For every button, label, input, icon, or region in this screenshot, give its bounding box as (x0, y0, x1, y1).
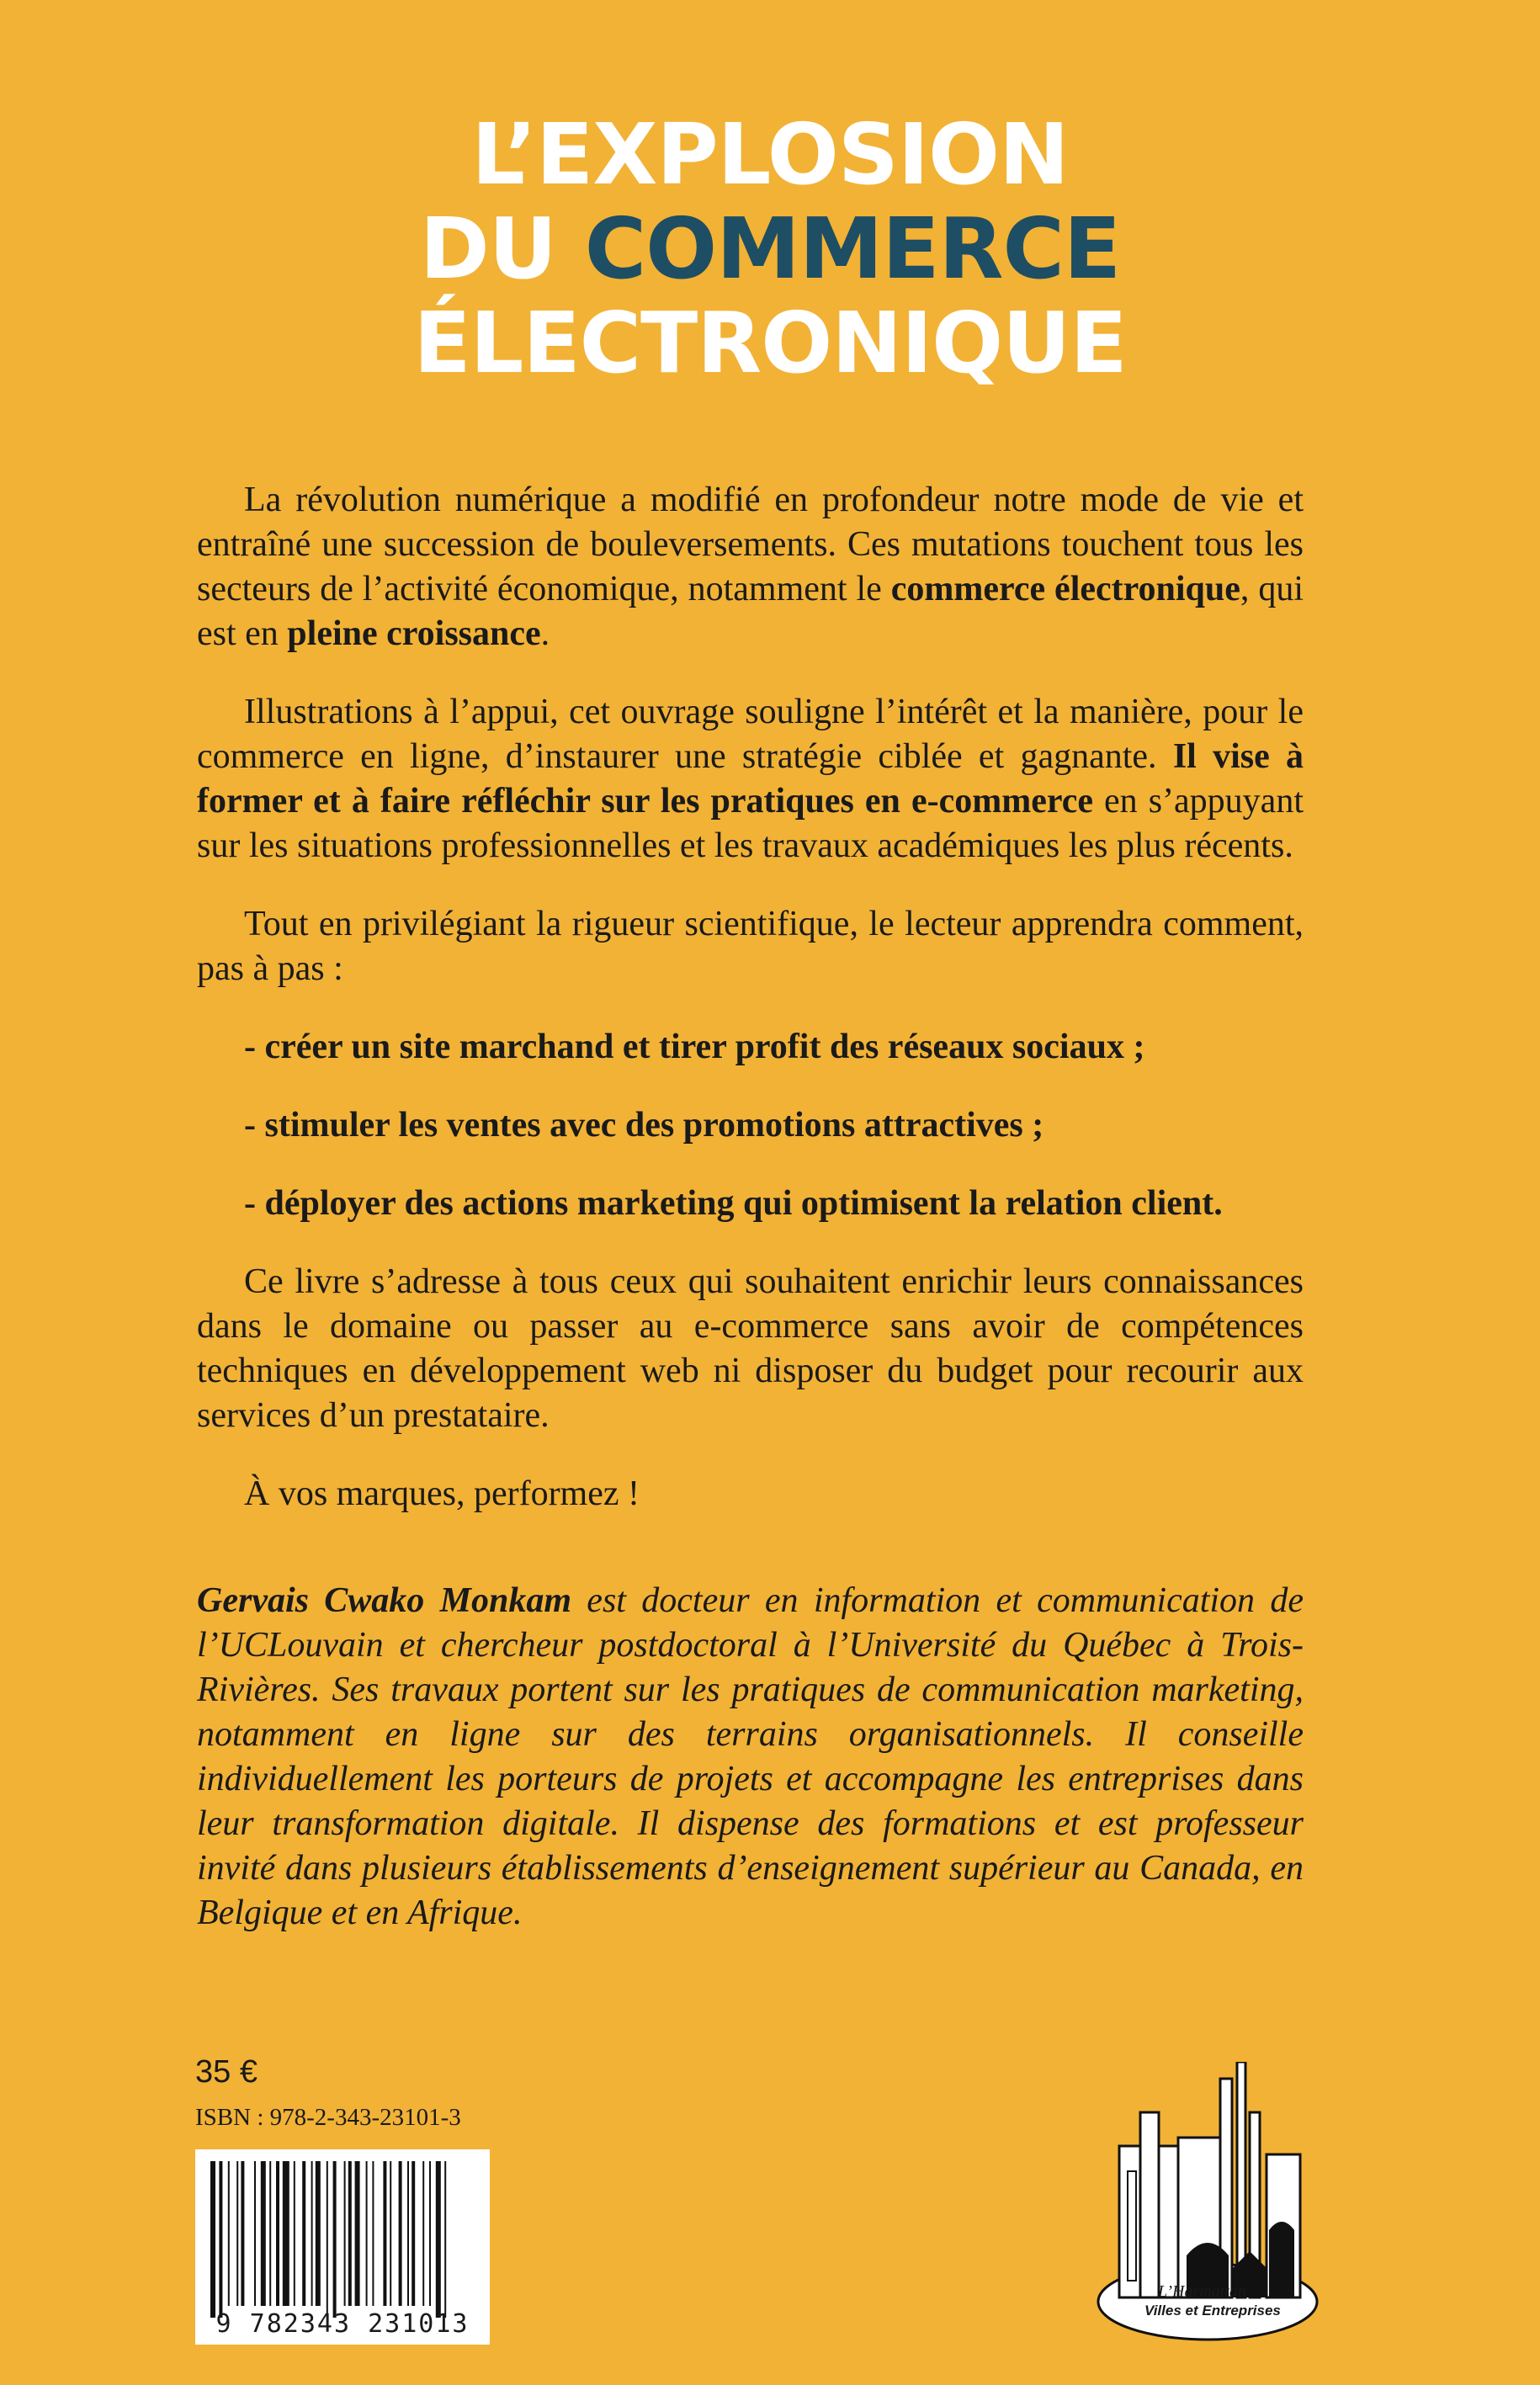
price: 35 € (195, 2054, 258, 2090)
title-line-3: ÉLECTRONIQUE (413, 294, 1127, 392)
barcode-bar (276, 2161, 279, 2306)
barcode-bar (269, 2161, 271, 2306)
barcode-bar (407, 2161, 409, 2306)
city-skyline-icon (1094, 2062, 1321, 2344)
paragraph-1: La révolution numérique a modifié en profondeur notre mode de vie et entraîné une succession de bouleversements. Ces mutations touchent tous les secteurs de l’activité économique, notamment le commerce électronique, qui est en pleine croissance. (197, 481, 1304, 653)
publisher-series: Villes et Entreprises (1144, 2303, 1281, 2319)
barcode (195, 2149, 490, 2345)
barcode-bar (444, 2161, 446, 2318)
list-item: - créer un site marchand et tirer profit des réseaux sociaux ; (244, 1028, 1145, 1066)
isbn: ISBN : 978-2-343-23101-3 (195, 2104, 461, 2131)
barcode-bar (241, 2161, 244, 2306)
barcode-bar (422, 2161, 424, 2306)
book-title (0, 105, 1540, 392)
barcode-bar (372, 2161, 374, 2306)
author-name: Gervais Cwako Monkam (197, 1581, 571, 1620)
author-bio: Gervais Cwako Monkam est docteur en information et communication de l’UCLouvain et chercheur postdoctoral à l’Université du Québec à Trois-Rivières. Ses travaux portent sur les pratiques de communication marketing, notamment en ligne sur des terrains organisationnels. Il conseille individuellement les porteurs de projets et accompagne les entreprises dans leur transformation digitale. Il dispense des formations et est professeur invité dans plusieurs établissements d’enseignement supérieur au Canada, en Belgique et en Afrique. (197, 1581, 1304, 1932)
barcode-bar (316, 2161, 321, 2306)
paragraph-4: Ce livre s’adresse à tous ceux qui souhaitent enrichir leurs connaissances dans le domaine ou passer au e-commerce sans avoir de compétences techniques en développement web ni disposer du budget pour recourir aux services d’un prestataire. (197, 1262, 1304, 1435)
title-line-1: L’EXPLOSION (471, 105, 1069, 204)
barcode-bar (254, 2161, 256, 2306)
barcode-bar (355, 2161, 360, 2306)
barcode-bar (228, 2161, 230, 2306)
publisher-logo (1094, 2062, 1321, 2344)
barcode-bar (348, 2161, 352, 2306)
description (197, 478, 1304, 1550)
barcode-bar (302, 2161, 305, 2306)
barcode-bar (219, 2161, 222, 2318)
barcode-bar (344, 2161, 346, 2306)
barcode-bar (333, 2161, 337, 2318)
barcode-bar (311, 2161, 313, 2306)
paragraph-3: Tout en privilégiant la rigueur scientifique, le lecteur apprendra comment, pas à pas : (197, 905, 1304, 988)
barcode-bar (383, 2161, 386, 2306)
barcode-bar (390, 2161, 391, 2306)
title-line-2: DU COMMERCE (419, 199, 1121, 298)
barcode-bar (283, 2161, 289, 2306)
barcode-bar (436, 2161, 441, 2318)
publisher-name: L’Harmattan (1158, 2282, 1246, 2301)
barcode-bar (294, 2161, 295, 2306)
paragraph-5: À vos marques, performez ! (244, 1474, 640, 1513)
paragraph-2: Illustrations à l’appui, cet ouvrage souligne l’intérêt et la manière, pour le commerce en ligne, d’instaurer une stratégie ciblée et gagnante. Il vise à former et à faire réfléchir sur les pratiques en e-commerce en s’appuyant sur les situations professionnelles et les travaux académiques les plus récents. (197, 693, 1304, 865)
barcode-bar (327, 2161, 328, 2318)
barcode-bar (236, 2161, 238, 2306)
barcode-bar (366, 2161, 368, 2306)
barcode-bar (210, 2161, 215, 2318)
barcode-bar (399, 2161, 402, 2306)
list-item: - déployer des actions marketing qui optimisent la relation client. (244, 1184, 1223, 1223)
list-item: - stimuler les ventes avec des promotions attractives ; (244, 1106, 1044, 1145)
title-accent-word: COMMERCE (584, 199, 1121, 298)
barcode-bar (261, 2161, 266, 2306)
barcode-bar (429, 2161, 431, 2306)
barcode-bar (412, 2161, 415, 2306)
barcode-digits: 9 782343 231013 (215, 2309, 470, 2339)
